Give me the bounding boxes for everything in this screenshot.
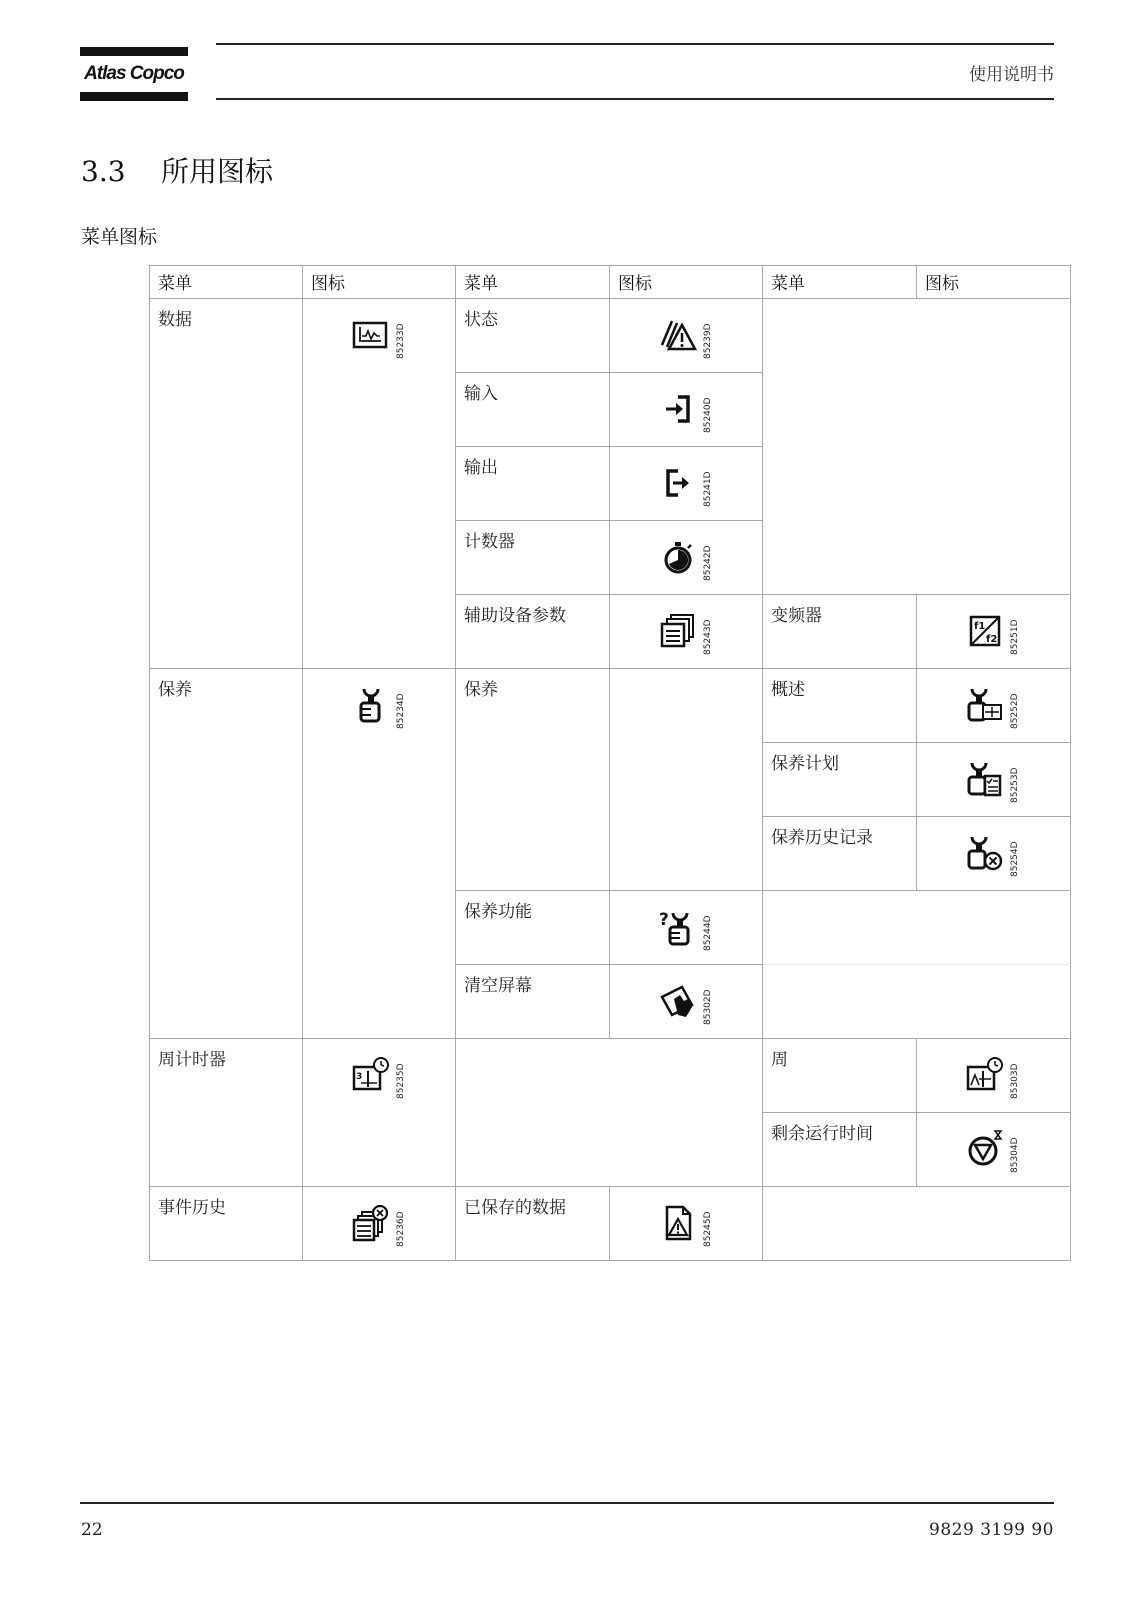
cell-aux-params-icon	[610, 595, 763, 669]
page-number: 22	[81, 1520, 103, 1540]
col-header-menu-3: 菜单	[763, 266, 917, 299]
cell-empty	[610, 669, 763, 891]
icon-code: 85252D	[1010, 693, 1020, 729]
cell-data: 数据	[150, 299, 303, 669]
wipe-hand-icon	[658, 981, 698, 1021]
cell-service-history: 保养历史记录	[763, 817, 917, 891]
cell-service-sub: 保养	[456, 669, 610, 891]
icon-code: 85234D	[396, 693, 406, 729]
icon-code: 85239D	[703, 323, 713, 359]
cell-empty	[763, 299, 1071, 595]
table-row	[150, 1187, 1071, 1261]
icon-code: 85240D	[703, 397, 713, 433]
service-plan-icon	[965, 759, 1005, 799]
table-row	[150, 669, 1071, 743]
service-history-icon	[965, 833, 1005, 873]
stacked-docs-icon	[658, 611, 698, 651]
section-subtitle: 菜单图标	[81, 226, 158, 248]
col-header-icon-3: 图标	[917, 266, 1071, 299]
cell-status: 状态	[456, 299, 610, 373]
header-rule-top	[216, 43, 1054, 45]
cell-event-history: 事件历史	[150, 1187, 303, 1261]
footer-rule	[80, 1502, 1054, 1504]
svg-text:f2: f2	[986, 634, 998, 645]
col-header-icon-2: 图标	[610, 266, 763, 299]
cell-week-icon	[917, 1039, 1071, 1113]
cell-week-timer-icon	[303, 1039, 456, 1187]
service-question-icon	[658, 907, 698, 947]
cell-overview-icon	[917, 669, 1071, 743]
doc-type: 使用说明书	[969, 65, 1054, 85]
saved-data-icon	[658, 1203, 698, 1243]
event-history-icon	[351, 1203, 391, 1243]
cell-status-icon	[610, 299, 763, 373]
section-number: 3.3	[81, 155, 126, 188]
cell-empty	[763, 891, 1071, 965]
menu-icons-table	[149, 265, 1071, 1261]
cell-data-icon	[303, 299, 456, 669]
stopwatch-icon	[658, 537, 698, 577]
icon-code: 85242D	[703, 545, 713, 581]
document-number: 9829 3199 90	[929, 1520, 1054, 1540]
icon-code: 85243D	[703, 619, 713, 655]
cell-empty	[763, 965, 1071, 1039]
cell-input: 输入	[456, 373, 610, 447]
service-hand-icon	[351, 685, 391, 725]
atlas-copco-logo	[80, 47, 188, 101]
table-row	[150, 1039, 1071, 1113]
cell-service-history-icon	[917, 817, 1071, 891]
table-row	[150, 299, 1071, 373]
cell-week: 周	[763, 1039, 917, 1113]
header-rule-bottom	[216, 98, 1054, 100]
cell-saved-data: 已保存的数据	[456, 1187, 610, 1261]
section-title	[81, 150, 273, 190]
week-timer-icon	[351, 1055, 391, 1095]
cell-counter: 计数器	[456, 521, 610, 595]
output-icon	[658, 463, 698, 503]
icon-code: 85304D	[1010, 1137, 1020, 1173]
svg-text:f1: f1	[974, 621, 986, 632]
cell-empty	[763, 1187, 1071, 1261]
cell-clear-screen-icon	[610, 965, 763, 1039]
cell-clear-screen: 清空屏幕	[456, 965, 610, 1039]
icon-code: 85233D	[396, 323, 406, 359]
col-header-menu-1: 菜单	[150, 266, 303, 299]
icon-code: 85245D	[703, 1211, 713, 1247]
cell-remaining-time-icon	[917, 1113, 1071, 1187]
cell-week-timer: 周计时器	[150, 1039, 303, 1187]
icon-code: 85235D	[396, 1063, 406, 1099]
cell-overview: 概述	[763, 669, 917, 743]
week-icon	[965, 1055, 1005, 1095]
icon-code: 85303D	[1010, 1063, 1020, 1099]
svg-text:3: 3	[356, 1072, 363, 1082]
icon-code: 85253D	[1010, 767, 1020, 803]
cell-service-plan-icon	[917, 743, 1071, 817]
cell-output-icon	[610, 447, 763, 521]
remaining-time-icon	[965, 1129, 1005, 1169]
col-header-menu-2: 菜单	[456, 266, 610, 299]
icon-code: 85244D	[703, 915, 713, 951]
cell-service-func: 保养功能	[456, 891, 610, 965]
cell-inverter-icon	[917, 595, 1071, 669]
cell-inverter: 变频器	[763, 595, 917, 669]
data-chart-icon	[351, 315, 391, 355]
icon-code: 85254D	[1010, 841, 1020, 877]
col-header-icon-1: 图标	[303, 266, 456, 299]
icon-code: 85251D	[1010, 619, 1020, 655]
frequency-icon	[965, 611, 1005, 651]
service-overview-icon	[965, 685, 1005, 725]
table-header-row	[150, 266, 1071, 299]
brand-name: Atlas Copco	[84, 63, 184, 84]
cell-input-icon	[610, 373, 763, 447]
cell-saved-data-icon	[610, 1187, 763, 1261]
cell-output: 输出	[456, 447, 610, 521]
status-warning-icon	[658, 315, 698, 355]
cell-service-plan: 保养计划	[763, 743, 917, 817]
cell-empty	[456, 1039, 763, 1187]
cell-aux-params: 辅助设备参数	[456, 595, 610, 669]
cell-service-icon	[303, 669, 456, 1039]
icon-code: 85241D	[703, 471, 713, 507]
cell-counter-icon	[610, 521, 763, 595]
icon-code: 85236D	[396, 1211, 406, 1247]
section-heading: 所用图标	[161, 155, 274, 188]
cell-service: 保养	[150, 669, 303, 1039]
cell-remaining-time: 剩余运行时间	[763, 1113, 917, 1187]
icon-code: 85302D	[703, 989, 713, 1025]
cell-event-history-icon	[303, 1187, 456, 1261]
svg-text:?: ?	[659, 910, 669, 930]
cell-service-func-icon	[610, 891, 763, 965]
input-icon	[658, 389, 698, 429]
